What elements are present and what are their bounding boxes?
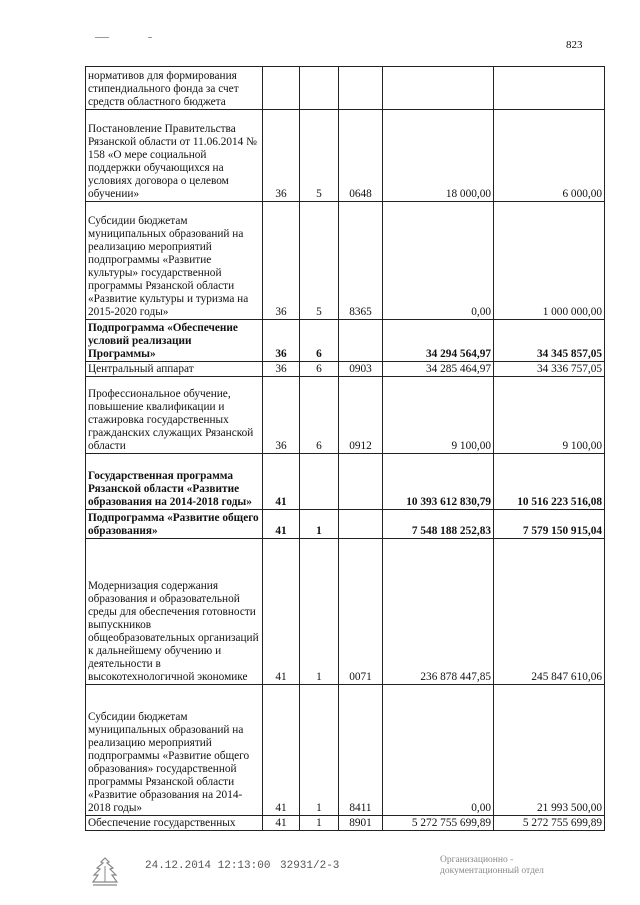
row-name: Обеспечение государственных (86, 816, 263, 831)
row-amount-1: 5 272 755 699,89 (383, 816, 494, 831)
scan-mark (95, 37, 109, 38)
row-code-c (339, 67, 383, 110)
row-code-b: 1 (300, 539, 339, 685)
row-code-c (339, 320, 383, 362)
row-name: Субсидии бюджетам муниципальных образований на реализацию мероприятий подпрограммы «Развитие культуры» государственной программы Рязанской области «Развитие культуры и туризма на 2015-2020 годы» (86, 202, 263, 320)
row-code-b: 1 (300, 816, 339, 831)
row-amount-2: 10 516 223 516,08 (494, 454, 605, 510)
row-name: нормативов для формирования стипендиального фонда за счет средств областного бюджета (86, 67, 263, 110)
row-code-b: 6 (300, 320, 339, 362)
row-code-b: 5 (300, 110, 339, 202)
table-row (86, 362, 605, 377)
row-code-a: 36 (263, 202, 300, 320)
row-amount-2: 1 000 000,00 (494, 202, 605, 320)
row-code-a: 36 (263, 377, 300, 454)
row-code-b (300, 67, 339, 110)
row-amount-1: 0,00 (383, 685, 494, 816)
row-name: Субсидии бюджетам муниципальных образований на реализацию мероприятий подпрограммы «Развитие общего образования» государственной программы Рязанской области «Развитие образования на 2014-2018 годы» (86, 685, 263, 816)
row-code-a: 36 (263, 320, 300, 362)
row-code-b: 1 (300, 510, 339, 539)
row-code-a: 36 (263, 110, 300, 202)
stamp-line-1: Организационно - (440, 855, 514, 865)
row-code-c: 8365 (339, 202, 383, 320)
row-code-a (263, 67, 300, 110)
budget-table (85, 66, 605, 831)
row-amount-2: 6 000,00 (494, 110, 605, 202)
row-amount-1: 18 000,00 (383, 110, 494, 202)
row-code-c: 0903 (339, 362, 383, 377)
row-name: Государственная программа Рязанской области «Развитие образования на 2014-2018 годы» (86, 454, 263, 510)
row-amount-2: 7 579 150 915,04 (494, 510, 605, 539)
row-amount-2: 34 336 757,05 (494, 362, 605, 377)
row-amount-2: 9 100,00 (494, 377, 605, 454)
row-name: Центральный аппарат (86, 362, 263, 377)
row-amount-1: 236 878 447,85 (383, 539, 494, 685)
row-amount-1: 34 294 564,97 (383, 320, 494, 362)
row-amount-1: 0,00 (383, 202, 494, 320)
row-code-c: 8411 (339, 685, 383, 816)
row-code-c: 0071 (339, 539, 383, 685)
row-name: Подпрограмма «Развитие общего образования» (86, 510, 263, 539)
scan-mark (148, 37, 152, 38)
page-number: 823 (566, 39, 583, 51)
emblem-icon (90, 856, 120, 888)
table-row (86, 685, 605, 816)
row-code-a: 41 (263, 454, 300, 510)
table-row (86, 320, 605, 362)
table-row (86, 110, 605, 202)
row-amount-1: 34 285 464,97 (383, 362, 494, 377)
footer-stamp (440, 855, 544, 877)
table-row (86, 202, 605, 320)
stamp-line-2: документационный отдел (440, 866, 544, 876)
row-amount-1 (383, 67, 494, 110)
row-code-a: 41 (263, 539, 300, 685)
row-code-c: 0912 (339, 377, 383, 454)
table-row (86, 510, 605, 539)
row-code-b: 6 (300, 377, 339, 454)
row-name: Профессиональное обучение, повышение квалификации и стажировка государственных гражданских служащих Рязанской области (86, 377, 263, 454)
row-code-a: 41 (263, 510, 300, 539)
row-code-c: 8901 (339, 816, 383, 831)
row-amount-2: 5 272 755 699,89 (494, 816, 605, 831)
row-code-b: 5 (300, 202, 339, 320)
footer-datetime: 24.12.2014 12:13:00 (145, 860, 271, 872)
row-amount-2 (494, 67, 605, 110)
row-code-a: 36 (263, 362, 300, 377)
row-code-c (339, 454, 383, 510)
row-code-b: 6 (300, 362, 339, 377)
row-code-c: 0648 (339, 110, 383, 202)
row-code-b (300, 454, 339, 510)
table-row (86, 454, 605, 510)
row-code-c (339, 510, 383, 539)
row-amount-1: 10 393 612 830,79 (383, 454, 494, 510)
row-code-a: 41 (263, 816, 300, 831)
row-code-a: 41 (263, 685, 300, 816)
row-name: Подпрограмма «Обеспечение условий реализации Программы» (86, 320, 263, 362)
row-amount-2: 21 993 500,00 (494, 685, 605, 816)
row-amount-1: 7 548 188 252,83 (383, 510, 494, 539)
table-row (86, 816, 605, 831)
footer-doc-code: 32931/2-3 (280, 860, 340, 872)
table-row (86, 377, 605, 454)
row-code-b: 1 (300, 685, 339, 816)
row-name: Модернизация содержания образования и образовательной среды для обеспечения готовности выпускников общеобразовательных организаций к дальнейшему обучению и деятельности в высокотехнологичной экономике (86, 539, 263, 685)
row-amount-1: 9 100,00 (383, 377, 494, 454)
row-amount-2: 34 345 857,05 (494, 320, 605, 362)
table-row (86, 539, 605, 685)
row-name: Постановление Правительства Рязанской области от 11.06.2014 № 158 «О мере социальной поддержки обучающихся на условиях договора о целевом обучении» (86, 110, 263, 202)
table-row (86, 67, 605, 110)
row-amount-2: 245 847 610,06 (494, 539, 605, 685)
